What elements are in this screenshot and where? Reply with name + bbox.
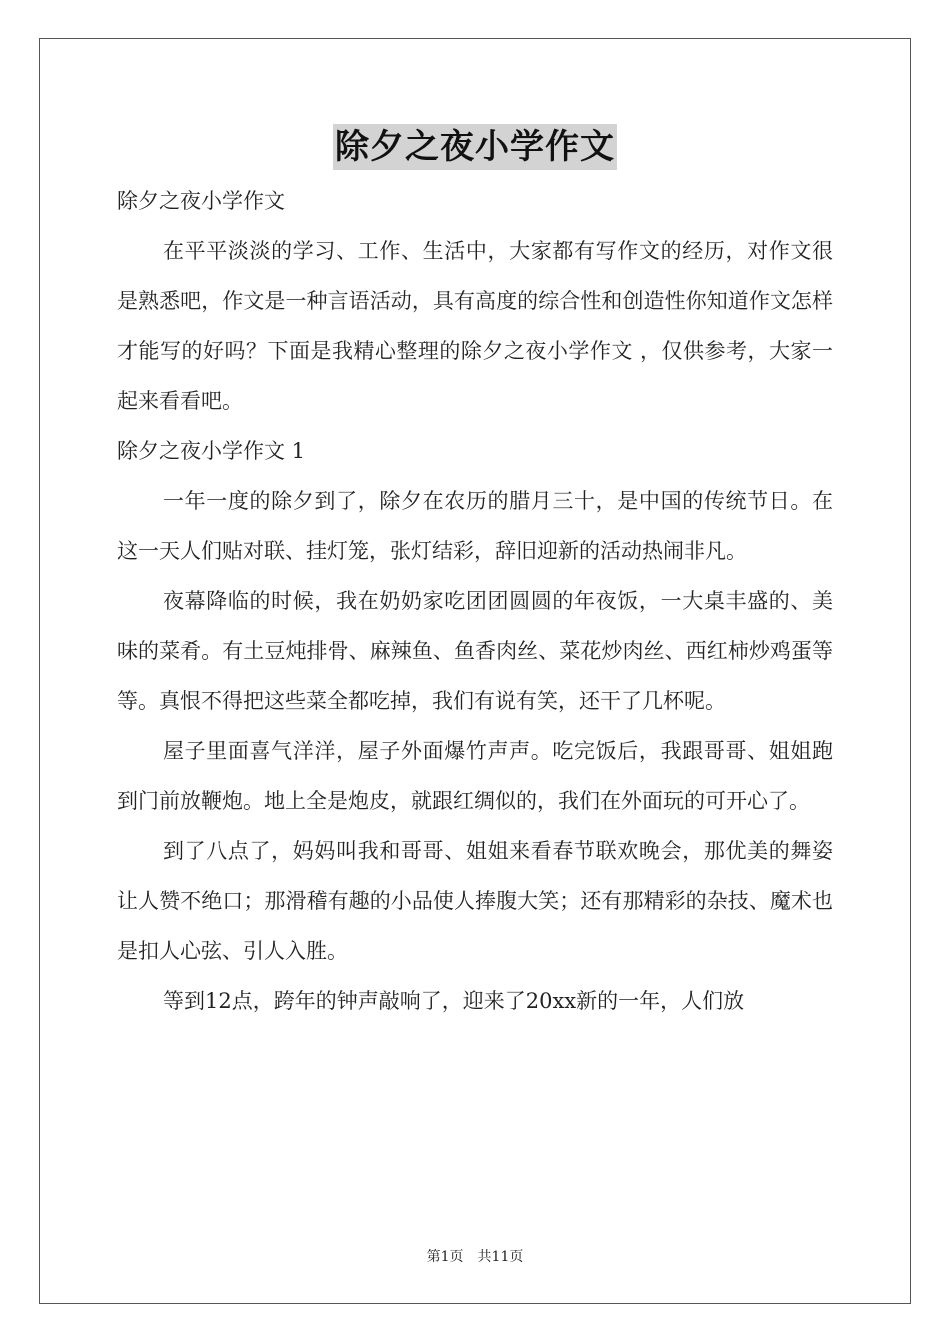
section-heading: 除夕之夜小学作文 1 xyxy=(117,439,306,463)
body-paragraph: 在平平淡淡的学习、工作、生活中，大家都有写作文的经历，对作文很是熟悉吧，作文是一种言语活动，具有高度的综合性和创造性你知道作文怎样才能写的好吗？下面是我精心整理的除夕之夜小学作文 ，仅供参考，大家一起来看看吧。 xyxy=(117,239,833,413)
page-footer xyxy=(0,1247,950,1267)
body-paragraph: 等到12点，跨年的钟声敲响了，迎来了20xx新的一年，人们放 xyxy=(163,989,745,1013)
page-number: 第1页 xyxy=(426,1249,464,1265)
page-total: 共11页 xyxy=(477,1249,524,1265)
document-title-text: 除夕之夜小学作文 xyxy=(333,124,617,170)
document-body xyxy=(117,176,833,1026)
body-paragraph: 夜幕降临的时候，我在奶奶家吃团团圆圆的年夜饭，一大桌丰盛的、美味的菜肴。有土豆炖排骨、麻辣鱼、鱼香肉丝、菜花炒肉丝、西红柿炒鸡蛋等等。真恨不得把这些菜全都吃掉，我们有说有笑，还干了几杯呢。 xyxy=(117,589,833,713)
body-paragraph: 到了八点了，妈妈叫我和哥哥、姐姐来看春节联欢晚会，那优美的舞姿让人赞不绝口；那滑稽有趣的小品使人捧腹大笑；还有那精彩的杂技、魔术也是扣人心弦、引人入胜。 xyxy=(117,839,833,963)
section-heading: 除夕之夜小学作文 xyxy=(117,189,285,213)
document-title xyxy=(0,124,950,170)
body-paragraph: 屋子里面喜气洋洋，屋子外面爆竹声声。吃完饭后，我跟哥哥、姐姐跑到门前放鞭炮。地上全是炮皮，就跟红绸似的，我们在外面玩的可开心了。 xyxy=(117,739,833,813)
body-paragraph: 一年一度的除夕到了，除夕在农历的腊月三十，是中国的传统节日。在这一天人们贴对联、挂灯笼，张灯结彩，辞旧迎新的活动热闹非凡。 xyxy=(117,489,833,563)
